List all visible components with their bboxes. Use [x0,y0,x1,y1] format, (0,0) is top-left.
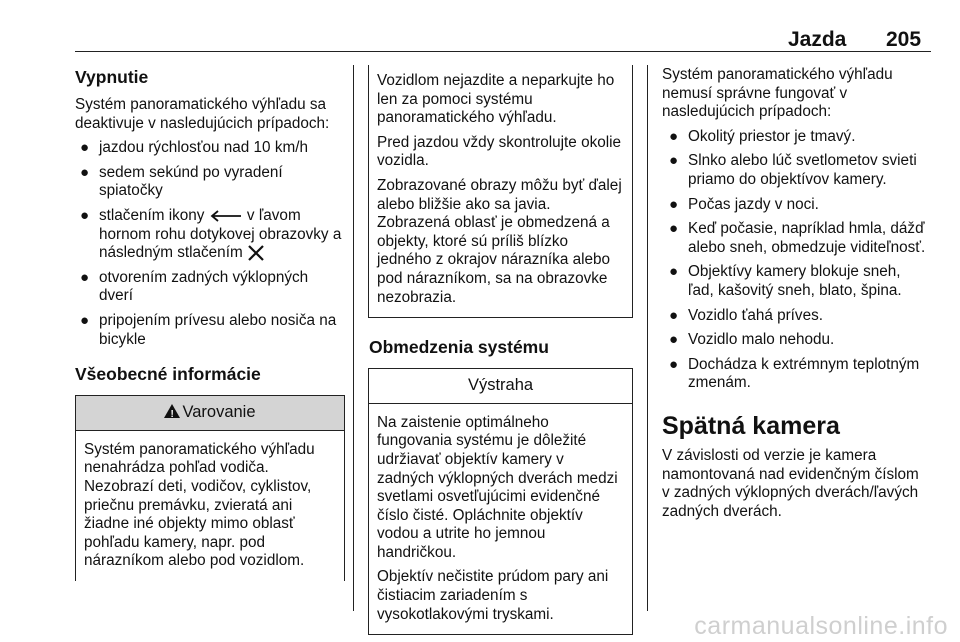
list-item: ● Vozidlo malo nehodu. [669,331,835,349]
list-item: ● Počas jazdy v noci. [669,195,819,213]
heading-spatna-kamera: Spätná kamera [662,411,840,440]
list-item: ● Vozidlo ťahá príves. [669,306,823,324]
caution-paragraph: Objektív nečistite prúdom pary ani čistiacim zariadením s vysokotlakovými tryskami. [377,568,609,623]
list-item: ● Objektívy kamery blokuje sneh, ľad, kašovitý sneh, blato, špina. [669,263,902,299]
caution-body [369,404,632,635]
column-divider-2 [647,65,648,611]
heading-vypnutie: Vypnutie [75,67,149,87]
list-item: ● stlačením ikony v ľavom hornom rohu dotykovej obrazovky a následným stlačením [80,206,342,262]
intro-text: Systém panoramatického výhľadu nemusí správne fungovať v nasledujúcich prípadoch: [662,66,893,121]
list-item: ● pripojením prívesu alebo nosiča na bicykle [80,311,337,348]
caution-paragraph: Na zaistenie optimálneho fungovania systému je dôležité udržiavať objektív kamery v zadných výklopných dverách medzi svetlami osvetľujúcimi evidenčné číslo čisté. Opláchnite objektív vodou a utrite ho jemnou handričkou. [377,413,618,561]
list-item: ● Slnko alebo lúč svetlometov svieti priamo do objektívov kamery. [669,152,917,188]
section-title: Jazda [788,28,847,51]
column-3 [662,66,930,527]
watermark: carmanualsonline.info [694,612,948,640]
deactivation-list [75,139,345,349]
rear-camera-text: V závislosti od verzie je kamera namontovaná nad evidenčným číslom v zadných výklopných dverách/ľavých zadných dverách. [662,446,919,520]
warning-header [76,396,344,431]
warning-text: Systém panoramatického výhľadu nenahrádza pohľad vodiča. Nezobrazí deti, vodičov, cyklistov, priečnu premávku, zvieratá ani žiadne iné objekty mimo oblasť pohľadu kamery, napr. pod nárazníkom alebo pod vozidlom. [84,440,315,570]
list-item: ● Keď počasie, napríklad hmla, dážď alebo sneh, obmedzuje viditeľnosť. [669,220,926,256]
heading-vseobecne: Všeobecné informácie [75,364,261,385]
column-1 [75,60,345,581]
intro-text: Systém panoramatického výhľadu sa deaktivuje v nasledujúcich prípadoch: [75,96,330,132]
warning-paragraph: Pred jazdou vždy skontrolujte okolie vozidla. [377,133,622,170]
limitations-list [664,128,930,393]
column-divider-1 [353,65,354,611]
page-number: 205 [886,28,922,51]
warning-paragraph: Vozidlom nejazdite a neparkujte ho len za pomoci systému panoramatického výhľadu. [377,72,615,127]
column-2 [369,65,633,635]
caution-header: Výstraha [369,369,632,404]
header-rule [75,51,931,52]
warning-title: Varovanie [182,403,256,422]
list-item: ● Okolitý priestor je tmavý. [669,127,856,145]
warning-paragraph: Zobrazované obrazy môžu byť ďalej alebo bližšie ako sa javia. Zobrazená oblasť je obmedzená a objekty, ktoré sú príliš blízko jedného z okrajov nárazníka alebo pod nárazníkom, sa na obrazovke nezobrazia. [377,176,622,306]
list-item: ● otvorením zadných výklopných dverí [80,268,309,305]
warning-body [76,431,344,581]
warning-box-continued [368,65,633,318]
list-item: ● Dochádza k extrémnym teplotným zmenám. [669,355,920,392]
close-x-icon [247,245,265,261]
warning-box [75,395,345,581]
warning-triangle-icon [164,404,180,418]
list-item: ● sedem sekúnd po vyradení spiatočky [80,163,283,200]
list-item: ● jazdou rýchlosťou nad 10 km/h [80,139,308,157]
caution-box [368,368,633,635]
heading-obmedzenia: Obmedzenia systému [369,337,549,358]
back-arrow-icon [209,210,243,222]
